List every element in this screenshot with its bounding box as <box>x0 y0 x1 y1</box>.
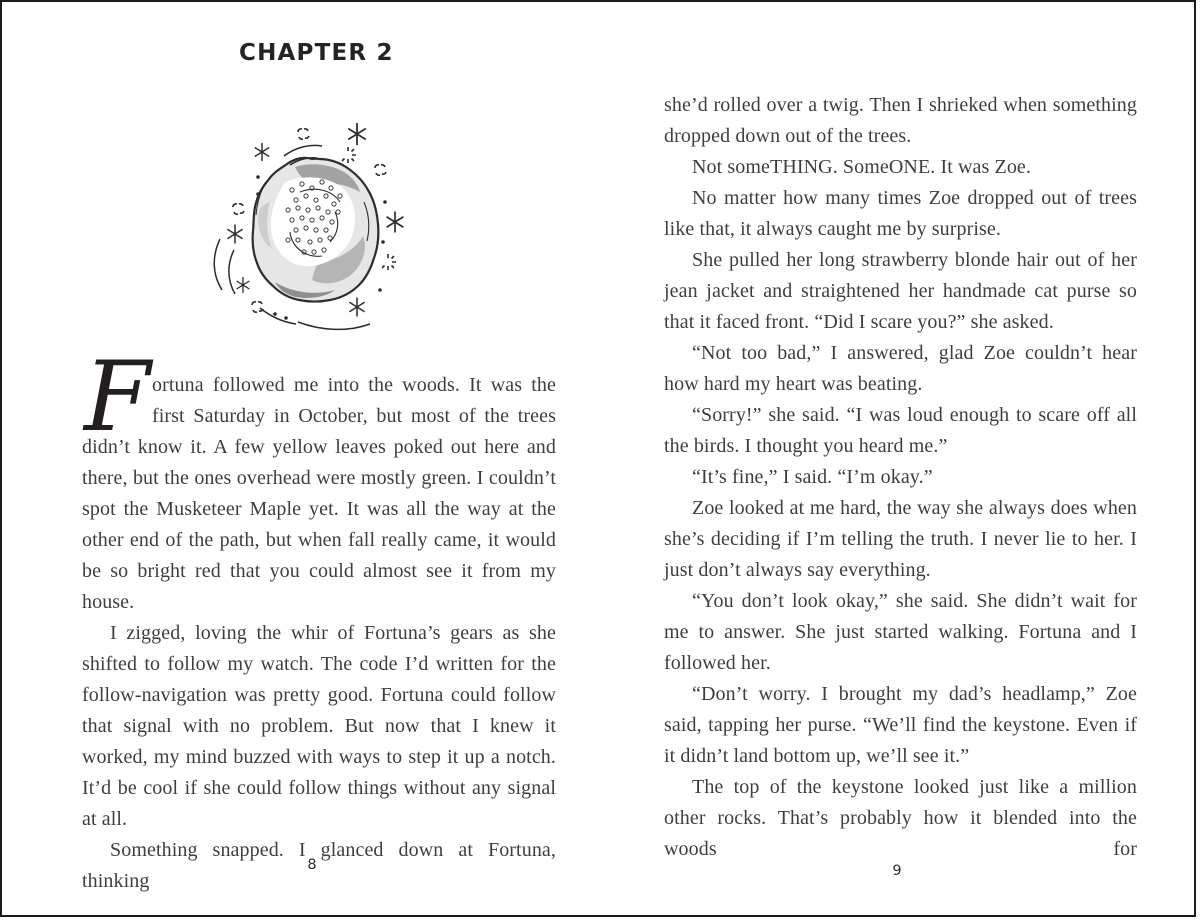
paragraph: Something snapped. I glanced down at Fortuna, thinking <box>82 839 556 892</box>
right-page-text <box>664 90 1137 865</box>
paragraph-text: ortuna followed me into the woods. It was the first Saturday in October, but most of the trees didn’t know it. A few yellow leaves poked out here and there, but the ones overhead were mostly green. I couldn’t spot the Musketeer Maple yet. It was all the way at the other end of the path, but when fall really came, it would be so bright red that you could almost see it from my house. <box>82 374 556 613</box>
chapter-heading: CHAPTER 2 <box>239 40 394 66</box>
paragraph: She pulled her long strawberry blonde hair out of her jean jacket and straightened her handmade cat purse so that it faced front. “Did I scare you?” she asked. <box>664 249 1137 333</box>
paragraph: “Sorry!” she said. “I was loud enough to scare off all the birds. I thought you heard me.” <box>664 404 1137 457</box>
page-number-left: 8 <box>307 857 317 873</box>
paragraph: No matter how many times Zoe dropped out of trees like that, it always caught me by surprise. <box>664 187 1137 240</box>
paragraph: “Not too bad,” I answered, glad Zoe couldn’t hear how hard my heart was beating. <box>664 342 1137 395</box>
keystone-rock <box>253 158 379 302</box>
paragraph: “It’s fine,” I said. “I’m okay.” <box>692 466 933 488</box>
dropcap-letter: F <box>84 341 151 453</box>
paragraph: “Don’t worry. I brought my dad’s headlamp,” Zoe said, tapping her purse. “We’ll find the keystone. Even if it didn’t land bottom up, we’ll see it.” <box>664 683 1137 767</box>
paragraph: she’d rolled over a twig. Then I shrieked when something dropped down out of the trees. <box>664 94 1137 147</box>
paragraph: Not someTHING. SomeONE. It was Zoe. <box>692 156 1031 178</box>
left-page-text <box>82 341 556 897</box>
keystone-rock-sparkles-drawing <box>200 112 462 350</box>
paragraph: I zigged, loving the whir of Fortuna’s gears as she shifted to follow my watch. The code I’d written for the follow-navigation was pretty good. Fortuna could follow that signal with no problem. But now that I knew it worked, my mind buzzed with ways to step it up a notch. It’d be cool if she could follow things without any signal at all. <box>82 622 556 830</box>
paragraph: The top of the keystone looked just like a million other rocks. That’s probably how it blended into the woods for <box>664 776 1137 860</box>
paragraph: “You don’t look okay,” she said. She didn’t wait for me to answer. She just started walking. Fortuna and I followed her. <box>664 590 1137 674</box>
page-number-right: 9 <box>892 863 902 879</box>
paragraph <box>82 341 556 618</box>
keystone-illustration <box>200 112 462 350</box>
paragraph: Zoe looked at me hard, the way she always does when she’s deciding if I’m telling the truth. I never lie to her. I just don’t always say everything. <box>664 497 1137 581</box>
